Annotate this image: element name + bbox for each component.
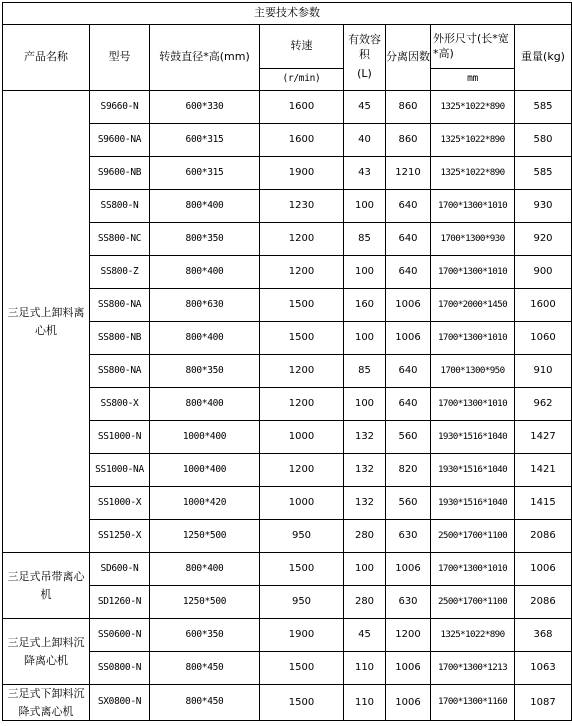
speed-cell: 1230 <box>260 190 344 223</box>
volume-cell: 85 <box>344 355 386 388</box>
separation-factor-cell: 560 <box>386 487 431 520</box>
weight-cell: 920 <box>515 223 572 256</box>
weight-cell: 585 <box>515 157 572 190</box>
header-dimensions: 外形尺寸(长*宽*高) <box>431 25 515 69</box>
table-row <box>3 685 572 721</box>
speed-cell: 1200 <box>260 454 344 487</box>
header-speed: 转速 <box>260 25 344 69</box>
speed-cell: 1500 <box>260 652 344 685</box>
dimensions-cell: 1700*1300*930 <box>431 223 515 256</box>
volume-cell: 100 <box>344 388 386 421</box>
volume-cell: 85 <box>344 223 386 256</box>
dimensions-cell: 1325*1022*890 <box>431 619 515 652</box>
dimensions-cell: 1700*1300*950 <box>431 355 515 388</box>
weight-cell: 1060 <box>515 322 572 355</box>
model-cell: SX0800-N <box>90 685 150 721</box>
product-category: 三足式上卸料沉降离心机 <box>3 619 90 685</box>
volume-cell: 43 <box>344 157 386 190</box>
weight-cell: 2086 <box>515 586 572 619</box>
speed-cell: 1600 <box>260 91 344 124</box>
weight-cell: 962 <box>515 388 572 421</box>
dimensions-cell: 1700*1300*1010 <box>431 553 515 586</box>
drum-size-cell: 800*400 <box>150 388 260 421</box>
product-category: 三足式下卸料沉降式离心机 <box>3 685 90 721</box>
speed-cell: 1500 <box>260 685 344 721</box>
drum-size-cell: 1000*400 <box>150 421 260 454</box>
separation-factor-cell: 640 <box>386 256 431 289</box>
model-cell: SS800-X <box>90 388 150 421</box>
separation-factor-cell: 640 <box>386 190 431 223</box>
volume-cell: 280 <box>344 520 386 553</box>
model-cell: SS0600-N <box>90 619 150 652</box>
drum-size-cell: 800*350 <box>150 223 260 256</box>
model-cell: SS1000-N <box>90 421 150 454</box>
speed-cell: 1900 <box>260 157 344 190</box>
table-row <box>3 91 572 124</box>
weight-cell: 1600 <box>515 289 572 322</box>
drum-size-cell: 1000*420 <box>150 487 260 520</box>
speed-cell: 1600 <box>260 124 344 157</box>
dimensions-cell: 1700*1300*1010 <box>431 322 515 355</box>
separation-factor-cell: 820 <box>386 454 431 487</box>
volume-cell: 132 <box>344 487 386 520</box>
weight-cell: 900 <box>515 256 572 289</box>
header-product-name: 产品名称 <box>3 25 90 91</box>
header-separation-factor: 分离因数 <box>386 25 431 91</box>
drum-size-cell: 1250*500 <box>150 586 260 619</box>
dimensions-cell: 1700*1300*1160 <box>431 685 515 721</box>
separation-factor-cell: 1006 <box>386 652 431 685</box>
volume-cell: 100 <box>344 256 386 289</box>
speed-cell: 1200 <box>260 223 344 256</box>
drum-size-cell: 800*450 <box>150 652 260 685</box>
separation-factor-cell: 860 <box>386 91 431 124</box>
speed-cell: 1500 <box>260 289 344 322</box>
drum-size-cell: 600*315 <box>150 124 260 157</box>
volume-cell: 40 <box>344 124 386 157</box>
header-dimensions-unit: mm <box>431 69 515 91</box>
drum-size-cell: 800*400 <box>150 553 260 586</box>
product-category: 三足式上卸料离心机 <box>3 91 90 553</box>
separation-factor-cell: 1006 <box>386 322 431 355</box>
model-cell: SS1000-X <box>90 487 150 520</box>
volume-cell: 110 <box>344 685 386 721</box>
drum-size-cell: 800*400 <box>150 322 260 355</box>
volume-cell: 160 <box>344 289 386 322</box>
volume-cell: 100 <box>344 553 386 586</box>
weight-cell: 580 <box>515 124 572 157</box>
header-model: 型号 <box>90 25 150 91</box>
weight-cell: 1087 <box>515 685 572 721</box>
dimensions-cell: 2500*1700*1100 <box>431 586 515 619</box>
separation-factor-cell: 630 <box>386 586 431 619</box>
drum-size-cell: 600*315 <box>150 157 260 190</box>
model-cell: SD1260-N <box>90 586 150 619</box>
model-cell: SD600-N <box>90 553 150 586</box>
header-volume <box>344 25 386 91</box>
model-cell: SS800-NB <box>90 322 150 355</box>
weight-cell: 1415 <box>515 487 572 520</box>
dimensions-cell: 1930*1516*1040 <box>431 454 515 487</box>
drum-size-cell: 800*450 <box>150 685 260 721</box>
dimensions-cell: 1930*1516*1040 <box>431 421 515 454</box>
header-volume-label: 有效容积 <box>348 33 381 62</box>
model-cell: SS1000-NA <box>90 454 150 487</box>
weight-cell: 1421 <box>515 454 572 487</box>
spec-table <box>2 2 572 721</box>
weight-cell: 930 <box>515 190 572 223</box>
dimensions-cell: 1700*1300*1010 <box>431 190 515 223</box>
speed-cell: 950 <box>260 586 344 619</box>
drum-size-cell: 1000*400 <box>150 454 260 487</box>
separation-factor-cell: 1200 <box>386 619 431 652</box>
model-cell: SS800-NA <box>90 355 150 388</box>
header-speed-unit: (r/min) <box>260 69 344 91</box>
dimensions-cell: 1325*1022*890 <box>431 91 515 124</box>
volume-cell: 100 <box>344 190 386 223</box>
speed-cell: 1200 <box>260 256 344 289</box>
speed-cell: 1200 <box>260 355 344 388</box>
separation-factor-cell: 1210 <box>386 157 431 190</box>
drum-size-cell: 800*630 <box>150 289 260 322</box>
weight-cell: 1063 <box>515 652 572 685</box>
separation-factor-cell: 560 <box>386 421 431 454</box>
drum-size-cell: 600*350 <box>150 619 260 652</box>
separation-factor-cell: 640 <box>386 355 431 388</box>
dimensions-cell: 1700*1300*1010 <box>431 256 515 289</box>
header-weight: 重量(kg) <box>515 25 572 91</box>
weight-cell: 585 <box>515 91 572 124</box>
model-cell: SS800-N <box>90 190 150 223</box>
volume-cell: 45 <box>344 91 386 124</box>
dimensions-cell: 1700*2000*1450 <box>431 289 515 322</box>
separation-factor-cell: 640 <box>386 388 431 421</box>
drum-size-cell: 800*400 <box>150 190 260 223</box>
speed-cell: 1000 <box>260 487 344 520</box>
model-cell: SS800-NA <box>90 289 150 322</box>
dimensions-cell: 1700*1300*1213 <box>431 652 515 685</box>
volume-cell: 280 <box>344 586 386 619</box>
product-category: 三足式吊带离心机 <box>3 553 90 619</box>
model-cell: S9600-NB <box>90 157 150 190</box>
model-cell: SS800-Z <box>90 256 150 289</box>
table-row <box>3 553 572 586</box>
drum-size-cell: 800*400 <box>150 256 260 289</box>
weight-cell: 368 <box>515 619 572 652</box>
dimensions-cell: 1325*1022*890 <box>431 157 515 190</box>
dimensions-cell: 1325*1022*890 <box>431 124 515 157</box>
table-title: 主要技术参数 <box>3 3 572 25</box>
speed-cell: 1200 <box>260 388 344 421</box>
header-volume-unit: (L) <box>357 66 372 80</box>
model-cell: SS0800-N <box>90 652 150 685</box>
separation-factor-cell: 860 <box>386 124 431 157</box>
weight-cell: 1427 <box>515 421 572 454</box>
volume-cell: 132 <box>344 421 386 454</box>
dimensions-cell: 1700*1300*1010 <box>431 388 515 421</box>
speed-cell: 1500 <box>260 322 344 355</box>
model-cell: S9660-N <box>90 91 150 124</box>
weight-cell: 2086 <box>515 520 572 553</box>
volume-cell: 100 <box>344 322 386 355</box>
header-drum-size: 转鼓直径*高(mm) <box>150 25 260 91</box>
model-cell: S9600-NA <box>90 124 150 157</box>
volume-cell: 45 <box>344 619 386 652</box>
table-row <box>3 619 572 652</box>
speed-cell: 1000 <box>260 421 344 454</box>
separation-factor-cell: 1006 <box>386 685 431 721</box>
dimensions-cell: 2500*1700*1100 <box>431 520 515 553</box>
weight-cell: 1006 <box>515 553 572 586</box>
drum-size-cell: 800*350 <box>150 355 260 388</box>
volume-cell: 110 <box>344 652 386 685</box>
volume-cell: 132 <box>344 454 386 487</box>
separation-factor-cell: 1006 <box>386 289 431 322</box>
speed-cell: 1900 <box>260 619 344 652</box>
separation-factor-cell: 1006 <box>386 553 431 586</box>
separation-factor-cell: 640 <box>386 223 431 256</box>
drum-size-cell: 600*330 <box>150 91 260 124</box>
dimensions-cell: 1930*1516*1040 <box>431 487 515 520</box>
separation-factor-cell: 630 <box>386 520 431 553</box>
model-cell: SS1250-X <box>90 520 150 553</box>
drum-size-cell: 1250*500 <box>150 520 260 553</box>
speed-cell: 950 <box>260 520 344 553</box>
speed-cell: 1500 <box>260 553 344 586</box>
weight-cell: 910 <box>515 355 572 388</box>
model-cell: SS800-NC <box>90 223 150 256</box>
